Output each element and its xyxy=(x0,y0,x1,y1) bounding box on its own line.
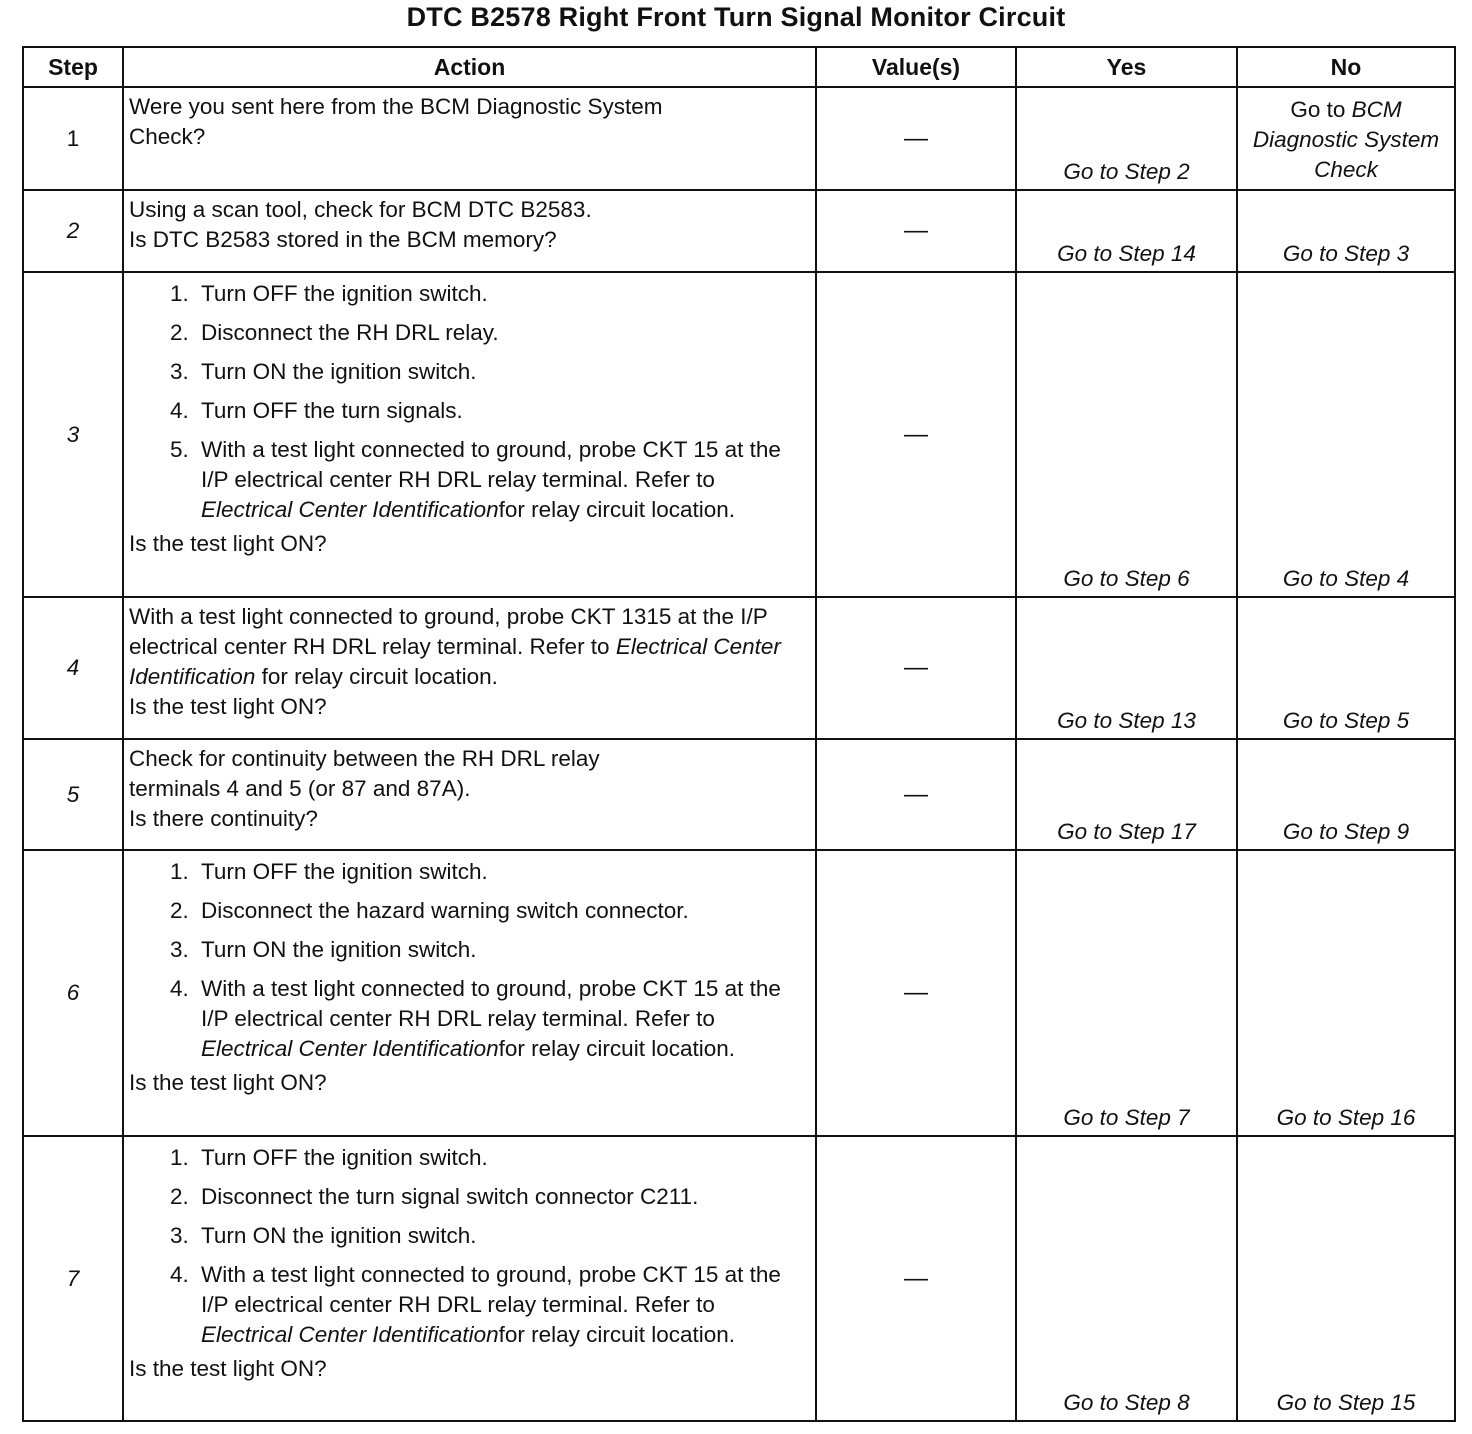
value-cell: — xyxy=(816,272,1016,597)
action-cell xyxy=(123,1136,816,1421)
action-cell xyxy=(123,190,816,272)
substep: 2. Disconnect the hazard warning switch connector. xyxy=(195,896,809,926)
action-text xyxy=(129,602,809,692)
value-cell: — xyxy=(816,850,1016,1136)
yes-cell: Go to Step 13 xyxy=(1016,597,1237,739)
value-cell: — xyxy=(816,1136,1016,1421)
no-cell xyxy=(1237,87,1455,190)
reference-link: Electrical Center Identification xyxy=(201,497,499,522)
yes-cell: Go to Step 8 xyxy=(1016,1136,1237,1421)
step-number: 7 xyxy=(23,1136,123,1421)
no-cell: Go to Step 15 xyxy=(1237,1136,1455,1421)
header-action: Action xyxy=(123,47,816,87)
action-question: Is the test light ON? xyxy=(129,1070,327,1095)
substep: 1. Turn OFF the ignition switch. xyxy=(195,857,809,887)
yes-cell: Go to Step 7 xyxy=(1016,850,1237,1136)
action-cell xyxy=(123,739,816,850)
action-question: Is the test light ON? xyxy=(129,694,327,719)
probe-tail: for relay circuit location. xyxy=(498,497,735,522)
action-cell xyxy=(123,272,816,597)
header-row xyxy=(23,47,1455,87)
yes-cell: Go to Step 17 xyxy=(1016,739,1237,850)
action-cell xyxy=(123,597,816,739)
yes-cell: Go to Step 6 xyxy=(1016,272,1237,597)
table-row xyxy=(23,87,1455,190)
table-row xyxy=(23,739,1455,850)
step-number: 3 xyxy=(23,272,123,597)
action-question: Is there continuity? xyxy=(129,806,318,831)
action-text: Were you sent here from the BCM Diagnostic System Check? xyxy=(129,94,663,149)
table-row xyxy=(23,1136,1455,1421)
table-row xyxy=(23,850,1455,1136)
table-row xyxy=(23,190,1455,272)
action-text: Using a scan tool, check for BCM DTC B2583. xyxy=(129,197,592,222)
header-yes: Yes xyxy=(1016,47,1237,87)
substep xyxy=(195,1260,809,1350)
probe-text: With a test light connected to ground, probe CKT 15 at the I/P electrical center RH DRL relay terminal. Refer to xyxy=(201,976,781,1031)
substep: 3. Turn ON the ignition switch. xyxy=(195,1221,809,1251)
action-question: Is the test light ON? xyxy=(129,1356,327,1381)
substep: 3. Turn ON the ignition switch. xyxy=(195,935,809,965)
substep-list xyxy=(129,279,809,529)
step-number: 4 xyxy=(23,597,123,739)
page-title: DTC B2578 Right Front Turn Signal Monitor Circuit xyxy=(406,2,1066,32)
substep: 1. Turn OFF the ignition switch. xyxy=(195,1143,809,1173)
action-cell xyxy=(123,87,816,190)
substep: 3. Turn ON the ignition switch. xyxy=(195,357,809,387)
action-question: Is DTC B2583 stored in the BCM memory? xyxy=(129,227,557,252)
action-intro: With a test light connected to ground, probe CKT 1315 at the I/P electrical center RH DRL relay terminal. Refer to xyxy=(129,604,768,659)
no-prefix: Go to xyxy=(1290,97,1352,122)
no-cell: Go to Step 16 xyxy=(1237,850,1455,1136)
no-cell: Go to Step 5 xyxy=(1237,597,1455,739)
yes-cell: Go to Step 14 xyxy=(1016,190,1237,272)
action-text: Check for continuity between the RH DRL relay terminals 4 and 5 (or 87 and 87A). xyxy=(129,746,600,801)
substep-list xyxy=(129,857,809,1068)
no-cell: Go to Step 9 xyxy=(1237,739,1455,850)
reference-link: Electrical Center Identification xyxy=(129,634,781,689)
substep: 2. Disconnect the RH DRL relay. xyxy=(195,318,809,348)
table-row xyxy=(23,272,1455,597)
yes-cell: Go to Step 2 xyxy=(1016,87,1237,190)
substep: 1. Turn OFF the ignition switch. xyxy=(195,279,809,309)
step-number: 5 xyxy=(23,739,123,850)
action-cell xyxy=(123,850,816,1136)
no-cell: Go to Step 3 xyxy=(1237,190,1455,272)
table-row xyxy=(23,597,1455,739)
step-number: 6 xyxy=(23,850,123,1136)
reference-link: Electrical Center Identification xyxy=(201,1322,499,1347)
substep: 2. Disconnect the turn signal switch connector C211. xyxy=(195,1182,809,1212)
probe-tail: for relay circuit location. xyxy=(498,1036,735,1061)
reference-link: Electrical Center Identification xyxy=(201,1036,499,1061)
header-no: No xyxy=(1237,47,1455,87)
step-number: 2 xyxy=(23,190,123,272)
step-number: 1 xyxy=(23,87,123,190)
substep xyxy=(195,435,809,525)
probe-text: With a test light connected to ground, probe CKT 15 at the I/P electrical center RH DRL relay terminal. Refer to xyxy=(201,437,781,492)
action-tail: for relay circuit location. xyxy=(255,664,498,689)
header-step: Step xyxy=(23,47,123,87)
value-cell: — xyxy=(816,597,1016,739)
header-values: Value(s) xyxy=(816,47,1016,87)
substep-list xyxy=(129,1143,809,1354)
value-cell: — xyxy=(816,190,1016,272)
probe-text: With a test light connected to ground, probe CKT 15 at the I/P electrical center RH DRL relay terminal. Refer to xyxy=(201,1262,781,1317)
probe-tail: for relay circuit location. xyxy=(498,1322,735,1347)
substep: 4. Turn OFF the turn signals. xyxy=(195,396,809,426)
action-question: Is the test light ON? xyxy=(129,531,327,556)
value-cell: — xyxy=(816,87,1016,190)
diagnostic-table xyxy=(22,46,1456,1422)
no-cell: Go to Step 4 xyxy=(1237,272,1455,597)
substep xyxy=(195,974,809,1064)
no-italic: BCM Diagnostic System Check xyxy=(1252,97,1440,182)
value-cell: — xyxy=(816,739,1016,850)
